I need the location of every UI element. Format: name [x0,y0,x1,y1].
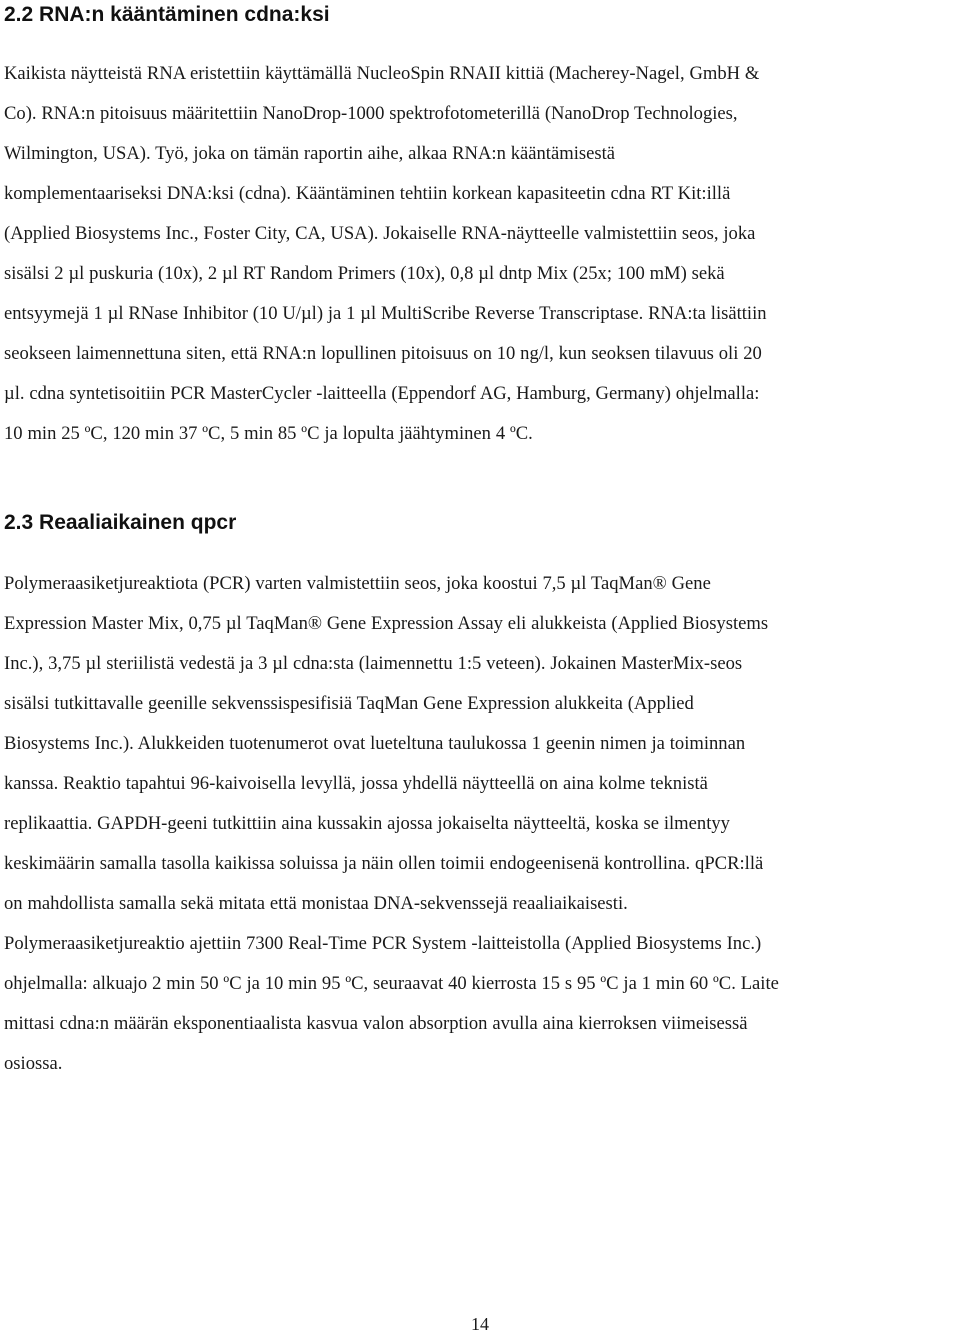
text-line: ohjelmalla: alkuajo 2 min 50 ºC ja 10 min 95 ºC, seuraavat 40 kierrosta 15 s 95 ºC ja 1 min 60 ºC. Laite [4,973,779,994]
section-heading-2-2: 2.2 RNA:n kääntäminen cdna:ksi [4,3,330,26]
text-line: replikaattia. GAPDH-geeni tutkittiin aina kussakin ajossa jokaiselta näytteeltä, koska se ilmentyy [4,813,730,834]
text-line: entsyymejä 1 µl RNase Inhibitor (10 U/µl) ja 1 µl MultiScribe Reverse Transcriptase. RNA:ta lisättiin [4,303,767,324]
paragraph-realtime-qpcr [4,564,956,1084]
text-line: sisälsi tutkittavalle geenille sekvenssispesifisiä TaqMan Gene Expression alukkeita (Applied [4,693,694,714]
text-line: Co). RNA:n pitoisuus määritettiin NanoDrop-1000 spektrofotometerillä (NanoDrop Technologies, [4,103,738,124]
text-line: osiossa. [4,1053,63,1074]
text-line: on mahdollista samalla sekä mitata että monistaa DNA-sekvenssejä reaaliaikaisesti. [4,893,628,914]
text-line: sisälsi 2 µl puskuria (10x), 2 µl RT Random Primers (10x), 0,8 µl dntp Mix (25x; 100 mM) sekä [4,263,725,284]
text-line: mittasi cdna:n määrän eksponentiaalista kasvua valon absorption avulla aina kierroksen viimeisessä [4,1013,748,1034]
text-line: keskimäärin samalla tasolla kaikissa soluissa ja näin ollen toimii endogeenisenä kontrollina. qPCR:llä [4,853,764,874]
text-line: kanssa. Reaktio tapahtui 96-kaivoisella levyllä, jossa yhdellä näytteellä on aina kolme teknistä [4,773,708,794]
paragraph-rna-reverse-transcription [4,54,956,454]
text-line: Biosystems Inc.). Alukkeiden tuotenumerot ovat lueteltuna taulukossa 1 geenin nimen ja toiminnan [4,733,746,754]
text-line: Polymeraasiketjureaktiota (PCR) varten valmistettiin seos, joka koostui 7,5 µl TaqMan® Gene [4,573,711,594]
text-line: µl. cdna syntetisoitiin PCR MasterCycler -laitteella (Eppendorf AG, Hamburg, Germany) ohjelmalla: [4,383,760,404]
text-line: Polymeraasiketjureaktio ajettiin 7300 Real-Time PCR System -laitteistolla (Applied Biosystems Inc.) [4,933,762,954]
page-number: 14 [471,1314,489,1334]
text-line: Kaikista näytteistä RNA eristettiin käyttämällä NucleoSpin RNAII kittiä (Macherey-Nagel, GmbH & [4,63,760,84]
text-line: seokseen laimennettuna siten, että RNA:n lopullinen pitoisuus on 10 ng/l, kun seoksen tilavuus oli 20 [4,343,762,364]
text-line: Wilmington, USA). Työ, joka on tämän raportin aihe, alkaa RNA:n kääntämisestä [4,143,615,164]
section-heading-2-3: 2.3 Reaaliaikainen qpcr [4,511,237,534]
text-line: (Applied Biosystems Inc., Foster City, CA, USA). Jokaiselle RNA-näytteelle valmistettiin seos, joka [4,223,756,244]
text-line: Inc.), 3,75 µl steriilistä vedestä ja 3 µl cdna:sta (laimennettu 1:5 veteen). Jokainen MasterMix-seos [4,653,743,674]
text-line: komplementaariseksi DNA:ksi (cdna). Kääntäminen tehtiin korkean kapasiteetin cdna RT Kit:illä [4,183,731,204]
text-line: 10 min 25 ºC, 120 min 37 ºC, 5 min 85 ºC ja lopulta jäähtyminen 4 ºC. [4,423,533,444]
text-line: Expression Master Mix, 0,75 µl TaqMan® Gene Expression Assay eli alukkeista (Applied Biosystems [4,613,769,634]
